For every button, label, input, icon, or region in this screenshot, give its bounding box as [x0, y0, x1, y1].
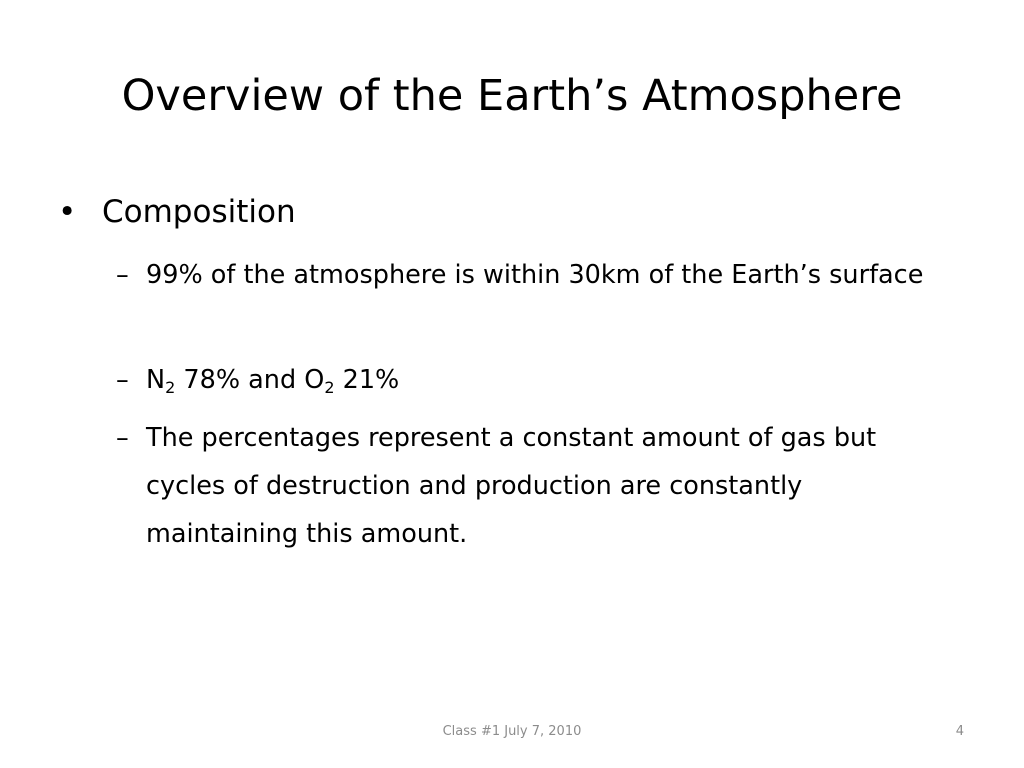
footer-date: Class #1 July 7, 2010 — [442, 724, 582, 739]
slide-title: Overview of the Earth’s Atmosphere — [121, 71, 903, 121]
dash-icon: – — [116, 423, 129, 453]
subitem-text: 99% of the atmosphere is within 30km of the Earth’s surface — [146, 260, 924, 290]
footer-page-number: 4 — [955, 724, 964, 739]
bullet-dot-icon: • — [58, 194, 77, 230]
oxygen-percentage: 21% — [334, 365, 400, 395]
dash-icon: – — [116, 260, 129, 290]
nitrogen-symbol: N — [146, 365, 166, 395]
subitem-text: The percentages represent a constant amount of gas but cycles of destruction and production are constantly maintaining this amount. — [146, 423, 877, 549]
nitrogen-percentage: 78% and O — [175, 365, 325, 395]
bullet-label: Composition — [102, 194, 296, 230]
subitem-text — [146, 356, 936, 404]
oxygen-subscript: 2 — [324, 378, 335, 397]
nitrogen-subscript: 2 — [165, 378, 176, 397]
dash-icon: – — [116, 365, 129, 395]
